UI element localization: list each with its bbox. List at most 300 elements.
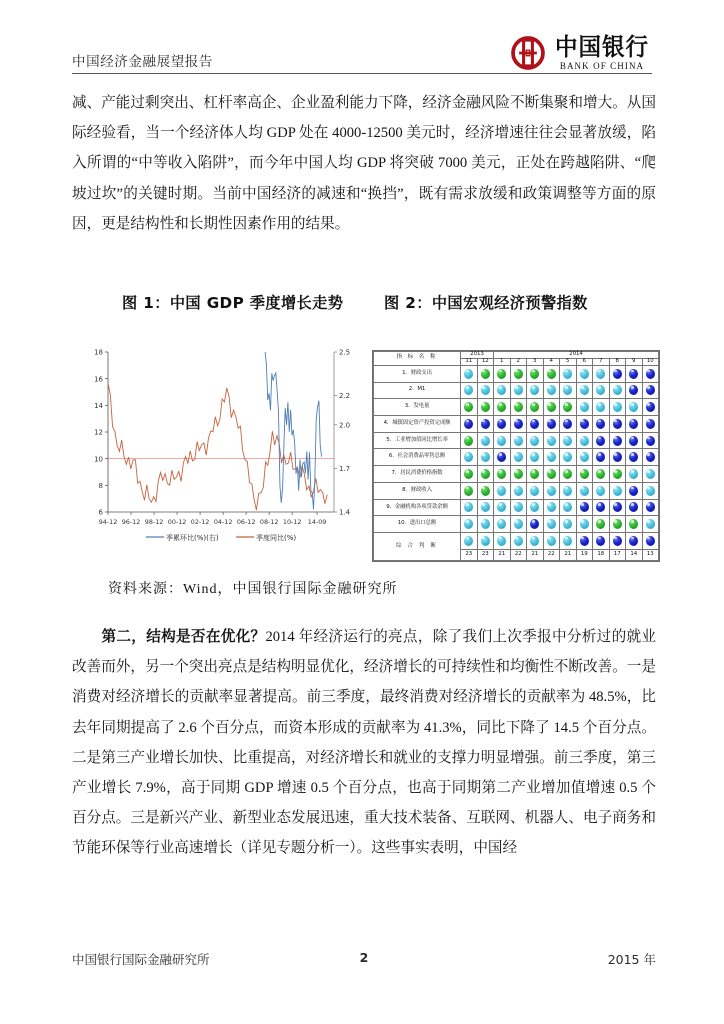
signal-dot-blue-icon (530, 519, 539, 529)
signal-dot-blue-icon (596, 502, 605, 512)
signal-dot-cyan-icon (497, 519, 506, 529)
signal-cell (477, 382, 494, 399)
signal-cell (609, 466, 626, 483)
summary-value: 21 (527, 549, 544, 560)
svg-text:10: 10 (94, 455, 103, 464)
signal-dot-cyan-icon (497, 486, 506, 496)
signal-cell (593, 399, 610, 416)
signal-cell (543, 466, 560, 483)
summary-dot-cyan-icon (497, 536, 506, 546)
signal-dot-green-icon (563, 469, 572, 479)
summary-dot-blue-icon (646, 536, 655, 546)
svg-text:08-12: 08-12 (259, 518, 279, 526)
signal-dot-cyan-icon (580, 436, 589, 446)
signal-cell (560, 382, 577, 399)
svg-text:14-09: 14-09 (307, 518, 327, 526)
summary-dot-blue-icon (629, 536, 638, 546)
signal-dot-cyan-icon (596, 402, 605, 412)
summary-dot-blue-icon (580, 536, 589, 546)
signal-dot-blue-icon (646, 502, 655, 512)
paragraph-2-body: 2014 年经济运行的亮点，除了我们上次季报中分析过的就业改善而外，另一个突出亮点是结构明显优化，经济增长的可持续性和均衡性不断改善。一是消费对经济增长的贡献率显著提高。前三季度，最终消费对经济增长的贡献率为 48.5%，比去年同期提高了 2.6 个百分点，而资本形成的贡献率为 41.3%，同比下降了 14.5 个百分点。二是第三产业增长加快、比重提高，对经济增长和就业的支撑力明显增强。前三季度，第三产业增长 7.9%，高于同期 GDP 增速 0.5 个百分点，也高于同期第二产业增加值增速 0.5 个百分点。三是新兴产业、新型业态发展迅速，重大技术装备、互联网、机器人、电子商务和节能环保等行业高速增长（详见专题分析一）。这些事实表明，中国经 (72, 629, 656, 857)
signal-dot-blue-icon (629, 452, 638, 462)
signal-dot-blue-icon (596, 452, 605, 462)
signal-dot-green-icon (497, 469, 506, 479)
summary-signal-cell (527, 533, 544, 550)
summary-signal-cell (560, 533, 577, 550)
svg-text:96-12: 96-12 (121, 518, 141, 526)
summary-dot-cyan-icon (464, 536, 473, 546)
signal-cell (593, 449, 610, 466)
signal-dot-blue-icon (514, 419, 523, 429)
svg-text:1.4: 1.4 (339, 508, 351, 517)
table-head (374, 352, 659, 366)
summary-signal-cell (510, 533, 527, 550)
signal-dot-cyan-icon (481, 436, 490, 446)
signal-cell (494, 382, 511, 399)
signal-dot-green-icon (497, 369, 506, 379)
signal-dot-blue-icon (563, 419, 572, 429)
figure-captions (72, 292, 656, 318)
signal-dot-cyan-icon (514, 385, 523, 395)
signal-cell (642, 499, 659, 516)
figure-source-note: 资料来源：Wind，中国银行国际金融研究所 (108, 582, 398, 597)
indicator-label: 7．居民消费价格指数 (374, 466, 461, 483)
signal-dot-cyan-icon (547, 452, 556, 462)
signal-dot-blue-icon (613, 452, 622, 462)
header-month-7: 7 (593, 358, 610, 365)
signal-dot-blue-icon (629, 419, 638, 429)
header-month-5: 5 (560, 358, 577, 365)
signal-dot-cyan-icon (497, 502, 506, 512)
signal-dot-green-icon (464, 486, 473, 496)
figure-2-caption: 图 2：中国宏观经济预警指数 (384, 294, 588, 312)
table-row (374, 516, 659, 533)
figure-2-warning-index-table (372, 350, 660, 562)
signal-cell (642, 382, 659, 399)
signal-dot-green-icon (514, 469, 523, 479)
paragraph-2-lead: 第二，结构是否在优化？ (101, 629, 266, 645)
signal-dot-cyan-icon (464, 452, 473, 462)
signal-cell (494, 499, 511, 516)
signal-cell (626, 399, 643, 416)
header-month-4: 4 (543, 358, 560, 365)
signal-dot-cyan-icon (481, 502, 490, 512)
header-divider (72, 73, 652, 74)
header-year-2014: 2014 (494, 352, 659, 359)
signal-cell (494, 365, 511, 382)
signal-cell (576, 482, 593, 499)
indicator-label: 9．金融机构各项贷款余额 (374, 499, 461, 516)
body-paragraph-1: 减、产能过剩突出、杠杆率高企、企业盈利能力下降，经济金融风险不断集聚和增大。从国际经验看，当一个经济体人均 GDP 处在 4000-12500 美元时，经济增速往往会显著放缓，陷入所谓的“中等收入陷阱”，而今年中国人均 GDP 将突破 7000 美元，正处在跨越陷阱、“爬坡过坎”的关键时期。当前中国经济的减速和“换挡”，既有需求放缓和政策调整等方面的原因，更是结构性和长期性因素作用的结果。 (72, 95, 656, 232)
signal-cell (593, 466, 610, 483)
signal-cell (510, 416, 527, 433)
signal-dot-green-icon (530, 369, 539, 379)
signal-dot-cyan-icon (514, 436, 523, 446)
signal-cell (642, 466, 659, 483)
signal-cell (477, 399, 494, 416)
table-row (374, 365, 659, 382)
signal-dot-cyan-icon (530, 452, 539, 462)
signal-dot-green-icon (563, 402, 572, 412)
signal-cell (510, 466, 527, 483)
summary-signal-cell (461, 533, 478, 550)
signal-cell (543, 449, 560, 466)
signal-dot-blue-icon (646, 369, 655, 379)
signal-dot-blue-icon (629, 385, 638, 395)
signal-cell (510, 449, 527, 466)
signal-dot-blue-icon (629, 369, 638, 379)
signal-dot-cyan-icon (580, 385, 589, 395)
indicator-label: 1．财政支出 (374, 365, 461, 382)
signal-dot-cyan-icon (514, 452, 523, 462)
signal-cell (593, 499, 610, 516)
signal-cell (626, 432, 643, 449)
svg-text:18: 18 (94, 348, 103, 357)
summary-dot-cyan-icon (530, 536, 539, 546)
signal-dot-cyan-icon (497, 385, 506, 395)
signal-cell (576, 432, 593, 449)
summary-value: 18 (593, 549, 610, 560)
signal-dot-blue-icon (547, 419, 556, 429)
signal-cell (543, 399, 560, 416)
signal-dot-cyan-icon (514, 502, 523, 512)
signal-cell (543, 499, 560, 516)
signal-cell (543, 482, 560, 499)
signal-cell (510, 399, 527, 416)
signal-cell (527, 482, 544, 499)
signal-cell (560, 516, 577, 533)
signal-cell (527, 365, 544, 382)
summary-value: 21 (494, 549, 511, 560)
signal-cell (609, 482, 626, 499)
summary-value: 14 (626, 549, 643, 560)
signal-dot-green-icon (629, 519, 638, 529)
svg-text:季度同比(%): 季度同比(%) (256, 534, 297, 542)
signal-cell (461, 365, 478, 382)
signal-dot-green-icon (547, 369, 556, 379)
signal-cell (510, 365, 527, 382)
signal-dot-green-icon (580, 469, 589, 479)
svg-text:16: 16 (94, 375, 103, 384)
signal-cell (543, 432, 560, 449)
signal-dot-cyan-icon (580, 452, 589, 462)
signal-dot-blue-icon (464, 419, 473, 429)
header-month-9: 9 (626, 358, 643, 365)
signal-cell (510, 499, 527, 516)
signal-cell (543, 516, 560, 533)
signal-dot-cyan-icon (464, 369, 473, 379)
signal-dot-cyan-icon (547, 486, 556, 496)
signal-cell (593, 432, 610, 449)
svg-text:6: 6 (98, 508, 103, 517)
signal-dot-cyan-icon (514, 519, 523, 529)
svg-text:02-12: 02-12 (190, 518, 210, 526)
signal-cell (461, 382, 478, 399)
signal-dot-cyan-icon (530, 436, 539, 446)
header-month-6: 6 (576, 358, 593, 365)
page-header (72, 24, 652, 76)
signal-cell (626, 365, 643, 382)
header-month-3: 3 (527, 358, 544, 365)
signal-dot-cyan-icon (481, 519, 490, 529)
boc-name-cn: 中国银行 (555, 33, 649, 61)
signal-cell (642, 482, 659, 499)
signal-dot-cyan-icon (613, 486, 622, 496)
indicator-label: 3．发电量 (374, 399, 461, 416)
signal-cell (494, 482, 511, 499)
table-row (374, 466, 659, 483)
signal-cell (527, 382, 544, 399)
signal-cell (543, 416, 560, 433)
signal-dot-blue-icon (629, 486, 638, 496)
signal-cell (494, 466, 511, 483)
svg-text:2.2: 2.2 (339, 392, 351, 401)
signal-dot-blue-icon (646, 436, 655, 446)
signal-dot-cyan-icon (481, 385, 490, 395)
header-month-1: 1 (494, 358, 511, 365)
signal-cell (560, 499, 577, 516)
signal-cell (477, 449, 494, 466)
indicator-label: 2．M1 (374, 382, 461, 399)
signal-cell (576, 399, 593, 416)
footer-institution: 中国银行国际金融研究所 (72, 952, 210, 967)
signal-dot-green-icon (547, 402, 556, 412)
signal-cell (461, 399, 478, 416)
signal-dot-green-icon (547, 469, 556, 479)
signal-cell (642, 399, 659, 416)
svg-text:12: 12 (94, 428, 103, 437)
svg-text:2.5: 2.5 (339, 348, 351, 357)
signal-dot-blue-icon (613, 369, 622, 379)
boc-emblem-icon (511, 36, 545, 70)
signal-cell (461, 516, 478, 533)
signal-dot-cyan-icon (497, 436, 506, 446)
signal-cell (642, 516, 659, 533)
summary-value: 22 (510, 549, 527, 560)
signal-cell (461, 466, 478, 483)
signal-dot-cyan-icon (563, 486, 572, 496)
table-row (374, 482, 659, 499)
signal-cell (461, 482, 478, 499)
table-row (374, 432, 659, 449)
summary-value: 23 (477, 549, 494, 560)
table-row (374, 382, 659, 399)
signal-dot-blue-icon (646, 385, 655, 395)
signal-cell (642, 449, 659, 466)
signal-cell (593, 416, 610, 433)
table-row (374, 399, 659, 416)
signal-dot-blue-icon (580, 502, 589, 512)
signal-dot-blue-icon (613, 436, 622, 446)
signal-cell (527, 466, 544, 483)
summary-value: 13 (642, 549, 659, 560)
signal-dot-blue-icon (481, 419, 490, 429)
signal-dot-cyan-icon (563, 502, 572, 512)
signal-cell (461, 499, 478, 516)
signal-dot-cyan-icon (580, 519, 589, 529)
signal-dot-green-icon (481, 369, 490, 379)
signal-cell (626, 466, 643, 483)
signal-dot-cyan-icon (580, 402, 589, 412)
signal-cell (560, 416, 577, 433)
signal-dot-green-icon (596, 469, 605, 479)
signal-cell (576, 416, 593, 433)
summary-value: 21 (560, 549, 577, 560)
signal-cell (477, 365, 494, 382)
signal-cell (609, 499, 626, 516)
signal-cell (494, 449, 511, 466)
signal-cell (560, 466, 577, 483)
signal-cell (626, 482, 643, 499)
signal-dot-green-icon (613, 469, 622, 479)
signal-cell (560, 482, 577, 499)
summary-signal-cell (642, 533, 659, 550)
signal-dot-cyan-icon (629, 469, 638, 479)
signal-cell (593, 365, 610, 382)
signal-dot-green-icon (514, 369, 523, 379)
signal-dot-blue-icon (497, 419, 506, 429)
svg-text:06-12: 06-12 (236, 518, 256, 526)
signal-dot-cyan-icon (464, 519, 473, 529)
signal-dot-green-icon (464, 469, 473, 479)
header-month-11: 11 (461, 358, 478, 365)
indicator-label: 4．城镇固定资产投资完成额 (374, 416, 461, 433)
svg-text:98-12: 98-12 (144, 518, 164, 526)
warning-index-table (373, 351, 659, 561)
signal-cell (609, 516, 626, 533)
signal-cell (626, 416, 643, 433)
header-year-2013: 2013 (461, 352, 494, 359)
signal-cell (626, 516, 643, 533)
signal-cell (593, 516, 610, 533)
signal-dot-cyan-icon (613, 385, 622, 395)
signal-dot-blue-icon (613, 419, 622, 429)
signal-dot-blue-icon (629, 436, 638, 446)
indicator-label: 8．财政收入 (374, 482, 461, 499)
signal-dot-blue-icon (629, 502, 638, 512)
signal-dot-cyan-icon (646, 519, 655, 529)
page-footer (72, 950, 656, 970)
header-title: 中国经济金融展望报告 (72, 54, 213, 70)
signal-cell (626, 382, 643, 399)
signal-cell (527, 516, 544, 533)
summary-signal-cell (626, 533, 643, 550)
signal-cell (576, 382, 593, 399)
summary-label: 综 合 判 断 (374, 533, 461, 561)
signal-cell (560, 399, 577, 416)
signal-dot-cyan-icon (596, 486, 605, 496)
summary-signal-cell (576, 533, 593, 550)
signal-dot-blue-icon (530, 419, 539, 429)
signal-dot-green-icon (481, 402, 490, 412)
signal-cell (510, 482, 527, 499)
summary-signal-cell (494, 533, 511, 550)
signal-cell (642, 365, 659, 382)
header-month-12: 12 (477, 358, 494, 365)
signal-dot-cyan-icon (646, 486, 655, 496)
summary-row-dots (374, 533, 659, 550)
signal-cell (609, 399, 626, 416)
signal-cell (543, 382, 560, 399)
table-row (374, 449, 659, 466)
signal-dot-green-icon (481, 486, 490, 496)
signal-cell (510, 516, 527, 533)
svg-text:04-12: 04-12 (213, 518, 233, 526)
svg-text:季累环比(%)(右): 季累环比(%)(右) (166, 534, 219, 542)
gdp-chart-svg (78, 344, 364, 558)
signal-cell (543, 365, 560, 382)
signal-cell (609, 449, 626, 466)
summary-signal-cell (543, 533, 560, 550)
signal-dot-green-icon (596, 519, 605, 529)
signal-cell (576, 499, 593, 516)
signal-cell (494, 399, 511, 416)
body-paragraph-2 (72, 622, 656, 864)
table-row (374, 499, 659, 516)
signal-cell (494, 416, 511, 433)
signal-dot-blue-icon (646, 452, 655, 462)
summary-value: 23 (461, 549, 478, 560)
signal-dot-green-icon (481, 469, 490, 479)
signal-dot-cyan-icon (613, 402, 622, 412)
summary-value: 17 (609, 549, 626, 560)
signal-cell (461, 432, 478, 449)
signal-cell (593, 382, 610, 399)
bank-of-china-logo (511, 35, 652, 71)
signal-dot-cyan-icon (563, 369, 572, 379)
svg-text:14: 14 (94, 401, 103, 410)
summary-dot-cyan-icon (563, 536, 572, 546)
signal-dot-green-icon (514, 402, 523, 412)
header-indicator-name: 指 标 名 称 (374, 352, 461, 366)
table-body (374, 365, 659, 560)
signal-cell (477, 432, 494, 449)
indicator-label: 6．社会消费品零售总额 (374, 449, 461, 466)
summary-dot-cyan-icon (514, 536, 523, 546)
signal-dot-cyan-icon (596, 385, 605, 395)
signal-dot-green-icon (464, 436, 473, 446)
signal-dot-cyan-icon (547, 502, 556, 512)
signal-dot-blue-icon (613, 502, 622, 512)
signal-dot-cyan-icon (530, 486, 539, 496)
signal-dot-cyan-icon (547, 436, 556, 446)
signal-dot-green-icon (530, 402, 539, 412)
signal-dot-cyan-icon (596, 369, 605, 379)
summary-value: 22 (543, 549, 560, 560)
svg-text:2.0: 2.0 (339, 421, 351, 430)
signal-cell (593, 482, 610, 499)
signal-dot-cyan-icon (530, 502, 539, 512)
signal-cell (494, 432, 511, 449)
header-month-10: 10 (642, 358, 659, 365)
summary-value: 19 (576, 549, 593, 560)
signal-dot-blue-icon (646, 402, 655, 412)
summary-dot-cyan-icon (547, 536, 556, 546)
signal-dot-cyan-icon (580, 486, 589, 496)
signal-dot-cyan-icon (547, 385, 556, 395)
footer-year: 2015 年 (607, 952, 656, 967)
signal-dot-green-icon (497, 402, 506, 412)
signal-dot-cyan-icon (464, 502, 473, 512)
signal-cell (642, 416, 659, 433)
signal-cell (560, 449, 577, 466)
signal-cell (527, 449, 544, 466)
signal-cell (609, 416, 626, 433)
signal-cell (576, 365, 593, 382)
signal-dot-cyan-icon (563, 519, 572, 529)
header-month-8: 8 (609, 358, 626, 365)
signal-cell (626, 499, 643, 516)
